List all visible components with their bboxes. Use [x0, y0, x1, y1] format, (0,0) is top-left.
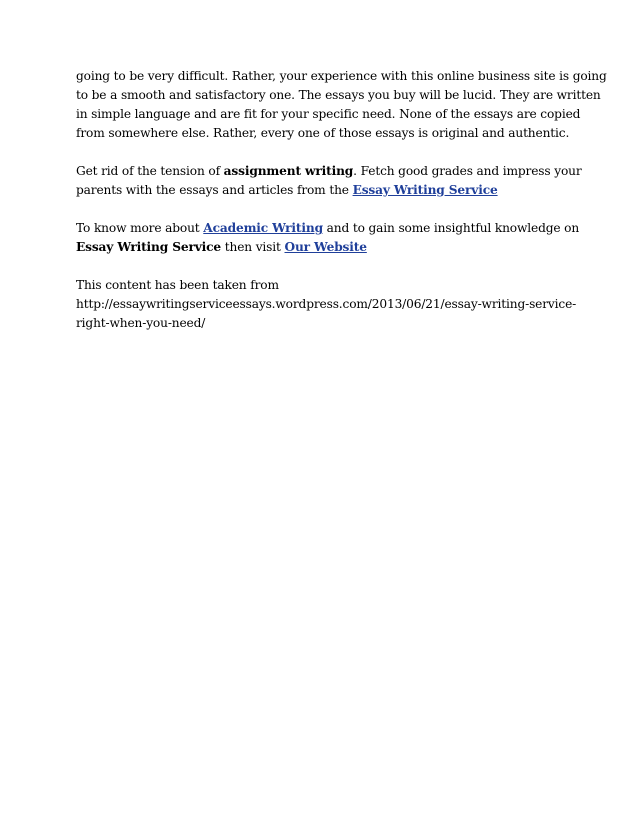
paragraph-source [76, 276, 576, 333]
text-fragment: . Fetch good grades and impress your [353, 164, 582, 178]
paragraph-know-more [76, 219, 580, 257]
source-url-line: right-when-you-need/ [76, 316, 206, 330]
bold-term-assignment-writing: assignment writing [223, 164, 354, 178]
text-fragment: Get rid of the tension of [76, 164, 224, 178]
text-line: going to be very difficult. Rather, your experience with this online business site is going [76, 69, 607, 83]
paragraph-tension [76, 162, 582, 200]
text-line [76, 181, 576, 200]
text-fragment: and to gain some insightful knowledge on [322, 221, 580, 235]
our-website-link[interactable]: Our Website [284, 240, 367, 254]
bold-term-essay-writing-service: Essay Writing Service [76, 240, 222, 254]
source-url-line: http://essaywritingserviceessays.wordpress.com/2013/06/21/essay-writing-service- [76, 297, 577, 311]
text-line [76, 219, 580, 238]
text-fragment: To know more about [76, 221, 204, 235]
text-line [76, 238, 576, 257]
text-fragment: parents with the essays and articles from the [76, 183, 353, 197]
text-line: in simple language and are fit for your specific need. None of the essays are copied [76, 107, 581, 121]
essay-writing-service-link[interactable]: Essay Writing Service [352, 183, 498, 197]
document-body [76, 67, 607, 352]
text-line: This content has been taken from [76, 278, 279, 292]
text-line [76, 162, 582, 181]
text-fragment: then visit [221, 240, 285, 254]
text-line: from somewhere else. Rather, every one of those essays is original and authentic. [76, 126, 570, 140]
text-line: to be a smooth and satisfactory one. The essays you buy will be lucid. They are written [76, 88, 601, 102]
academic-writing-link[interactable]: Academic Writing [203, 221, 323, 235]
paragraph-intro [76, 67, 607, 143]
